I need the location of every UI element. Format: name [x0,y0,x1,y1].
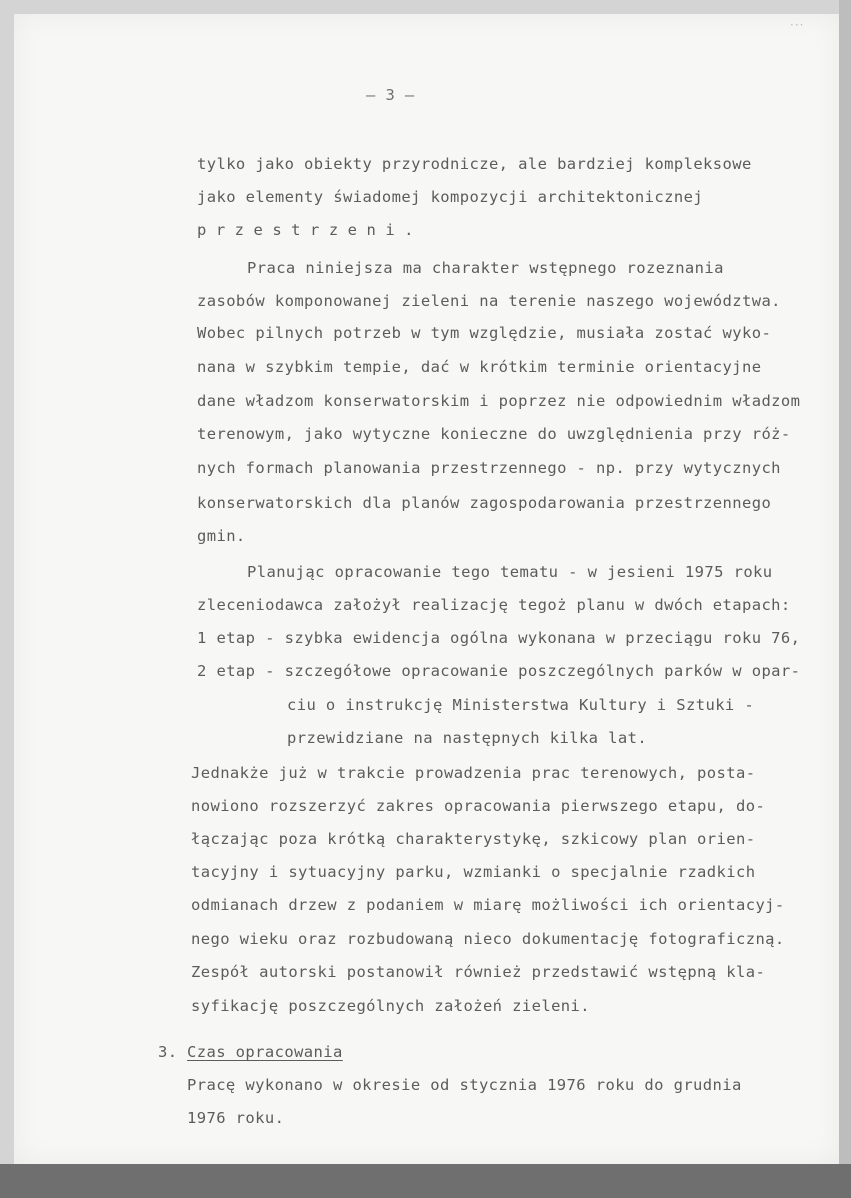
paragraph-line: Wobec pilnych potrzeb w tym względzie, musiała zostać wyko- [197,324,772,342]
paragraph-line: Pracę wykonano w okresie od stycznia 1976 roku do grudnia [187,1076,742,1094]
paragraph-line: zasobów komponowanej zieleni na terenie naszego województwa. [197,292,781,310]
paragraph-line: Zespół autorski postanowił również przedstawić wstępną kla- [191,963,766,981]
scan-edge-bottom [0,1164,851,1198]
paragraph-line: tacyjny i sytuacyjny parku, wzmianki o specjalnie rzadkich [191,863,756,881]
paragraph-line: przestrzeni. [197,221,423,239]
section-number: 3. [158,1043,178,1061]
paragraph-line: gmin. [197,527,246,545]
paragraph-line: nych formach planowania przestrzennego - np. przy wytycznych [197,459,781,477]
paragraph-line: zleceniodawca założył realizację tegoż planu w dwóch etapach: [197,596,791,614]
stage-continuation: przewidziane na następnych kilka lat. [287,729,648,747]
paragraph-line: odmianach drzew z podaniem w miarę możliwości ich orientacyj- [191,896,785,914]
paragraph-line: nana w szybkim tempie, dać w krótkim terminie orientacyjne [197,358,762,376]
document-page [14,14,839,1164]
stage-item: 2 etap - szczegółowe opracowanie poszczególnych parków w opar- [197,662,801,680]
paragraph-line: nowiono rozszerzyć zakres opracowania pierwszego etapu, do- [191,797,766,815]
paragraph-line: 1976 roku. [187,1109,285,1127]
paragraph-line: syfikację poszczególnych założeń zieleni. [191,997,591,1015]
page-number: — 3 — [366,86,415,104]
section-heading: Czas opracowania [187,1043,343,1061]
paragraph-line: terenowym, jako wytyczne konieczne do uwzględnienia przy róż- [197,425,791,443]
paragraph-line: jako elementy świadomej kompozycji architektonicznej [197,188,704,206]
scan-edge-right [839,0,851,1164]
corner-scan-mark: ‧‧‧ [790,18,805,32]
paragraph-line: nego wieku oraz rozbudowaną nieco dokumentację fotograficzną. [191,930,785,948]
paragraph-line: łączając poza krótką charakterystykę, szkicowy plan orien- [191,830,756,848]
paragraph-line: konserwatorskich dla planów zagospodarowania przestrzennego [197,494,772,512]
paragraph-line: Jednakże już w trakcie prowadzenia prac terenowych, posta- [191,764,756,782]
stage-item: 1 etap - szybka ewidencja ogólna wykonana w przeciągu roku 76, [197,629,801,647]
stage-continuation: ciu o instrukcję Ministerstwa Kultury i Sztuki - [287,696,755,714]
paragraph-line: Planując opracowanie tego tematu - w jesieni 1975 roku [247,563,773,581]
paragraph-line: dane władzom konserwatorskim i poprzez nie odpowiednim władzom [197,392,801,410]
paragraph-line: tylko jako obiekty przyrodnicze, ale bardziej kompleksowe [197,155,752,173]
paragraph-line: Praca niniejsza ma charakter wstępnego rozeznania [247,259,724,277]
